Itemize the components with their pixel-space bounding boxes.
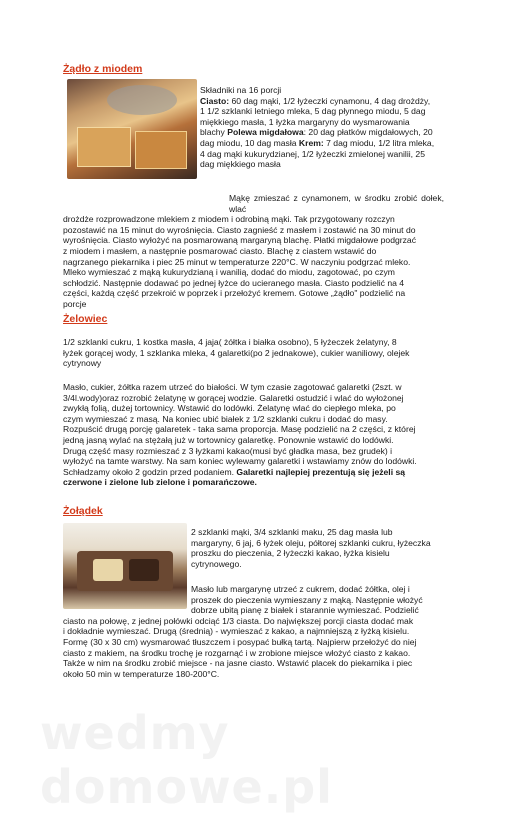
recipe-title-zoladek: Żołądek <box>63 505 103 517</box>
recipe-photo-zadlo <box>67 79 197 179</box>
bowl <box>107 85 177 115</box>
method-zelowiec: Masło, cukier, żółtka razem utrzeć do białości. W tym czasie zagotować galaretki (2szt. w 3/4l.wody)oraz rozrobić żelatynę w gorącej wodzie. Galaretki ostudzić i wlać do wyłożonej zwykłą folią, dużej tortownicy. Wstawić do lodówki. Żelatynę wlać do ciepłego mleka, po czym wymieszać z masą. Na koniec ubić białek z 1/2 szklanki cukru i dodać do masy. Rozpuścić drugą porcję galaretek - taka sama proporcja. Masę podzielić na 2 części, z której jedną jasną wylać na stężałą już w tortownicy galaretkę. Ponownie wstawić do lodówki. Drugą część masy rozmieszać z 3 łyżkami kakao(musi być gładka masa, bez grudek) i wyłożyć na tamte warstwy. Na sam koniec wylewamy galaretki i wstawiamy znów do lodówki. Schładzamy około 2 godzin przed podaniem. Galaretki najlepiej prezentują się jeżeli są czerwone i zielone lub zielone i pomarańczowe. <box>63 382 417 488</box>
recipe-title-zadlo: Żądło z miodem <box>63 63 143 75</box>
cake-layer <box>93 559 123 581</box>
recipe-title-zelowiec: Żelowiec <box>63 313 108 325</box>
cake-layer <box>129 559 159 581</box>
servings-text: Składniki na 16 porcji <box>200 85 282 95</box>
cake-slice <box>135 131 187 169</box>
watermark: wedmy domowe.pl <box>40 706 333 814</box>
ingredients-zoladek: 2 szklanki mąki, 3/4 szklanki maku, 25 dag masła lub margaryny, 6 jaj, 6 łyżek oleju, półtorej szklanki cukru, łyżeczka proszku do pieczenia, 2 łyżeczki kakao, łyżka kisielu cytrynowego. <box>191 527 431 569</box>
ingredients-zelowiec: 1/2 szklanki cukru, 1 kostka masła, 4 jaja( żółtka i białka osobno), 5 łyżeczek żelatyny, 8 łyżek gorącej wody, 1 szklanka mleka, 4 galaretki(po 2 jednakowe), cukier waniliowy, olejek cytrynowy <box>63 337 410 369</box>
cake-slice <box>77 127 131 167</box>
ingredients-zadlo: Składniki na 16 porcji Ciasto: 60 dag mąki, 1/2 łyżeczki cynamonu, 4 dag drożdży, 1 1/2 szklanki letniego mleka, 5 dag płynnego miodu, 5 dag miękkiego masła, 1 łyżka margaryny do wysmarowania blachy Polewa migdałowa: 20 dag płatków migdałowych, 20 dag miodu, 10 dag masła Krem: 7 dag miodu, 1/2 litra mleka, 4 dag mąki kukurydzianej, 1/2 łyżeczki zmielonej wanilii, 25 dag miękkiego masła <box>200 85 443 170</box>
method-zoladek: Masło lub margarynę utrzeć z cukrem, dodać żółtka, olej i proszek do pieczenia wymieszany z mąką. Następnie włożyć dobrze ubitą pianę z białek i starannie wymieszać. Podzielić ciasto na połowę, z jednej połówki odciąć 1/3 ciasta. Do największej porcji ciasta dodać mak i dokładnie wymieszać. Drugą (średnią) - wymieszać z kakao, a najmniejszą z łyżką kisielu. Formę (30 x 30 cm) wysmarować tłuszczem i posypać bułką tartą. Najpierw przełożyć do niej ciasto z makiem, na środku trochę je rozgarnąć i w zrobione miejsce włożyć ciasto z kakao. Także w nim na środku zrobić miejsce - na jasne ciasto. Wstawić placek do piekarnika i piec około 50 min w temperaturze 180-200°C. <box>63 584 423 679</box>
method-zadlo: Mąkę zmieszać z cynamonem, w środku zrobić dołek, wlać drożdże rozprowadzone mlekiem z miodem i odrobiną mąki. Tak przygotowany rozczyn pozostawić na 15 minut do wyrośnięcia. Ciasto zagnieść z masłem i zostawić na 30 minut do wyrośnięcia. Ciasto wyłożyć na posmarowaną margaryną blachę. Płatki migdałowe podgrzać z miodem i masłem, a następnie posmarować ciasto. Blachę z ciastem wstawić do nagrzanego piekarnika i piec 25 minut w temperaturze 220°C. W naczyniu podgrzać mleko. Mleko wymieszać z mąką kukurydzianą i wanilią, dodać do miodu, zagotować, po czym schłodzić. Następnie dodawać po jednej łyżce do ucieranego masła. Ciasto podzielić na 4 części, każdą część przekroić w poprzek i przełożyć kremem. Gotowe „żądło" podzielić na porcje <box>63 193 444 309</box>
